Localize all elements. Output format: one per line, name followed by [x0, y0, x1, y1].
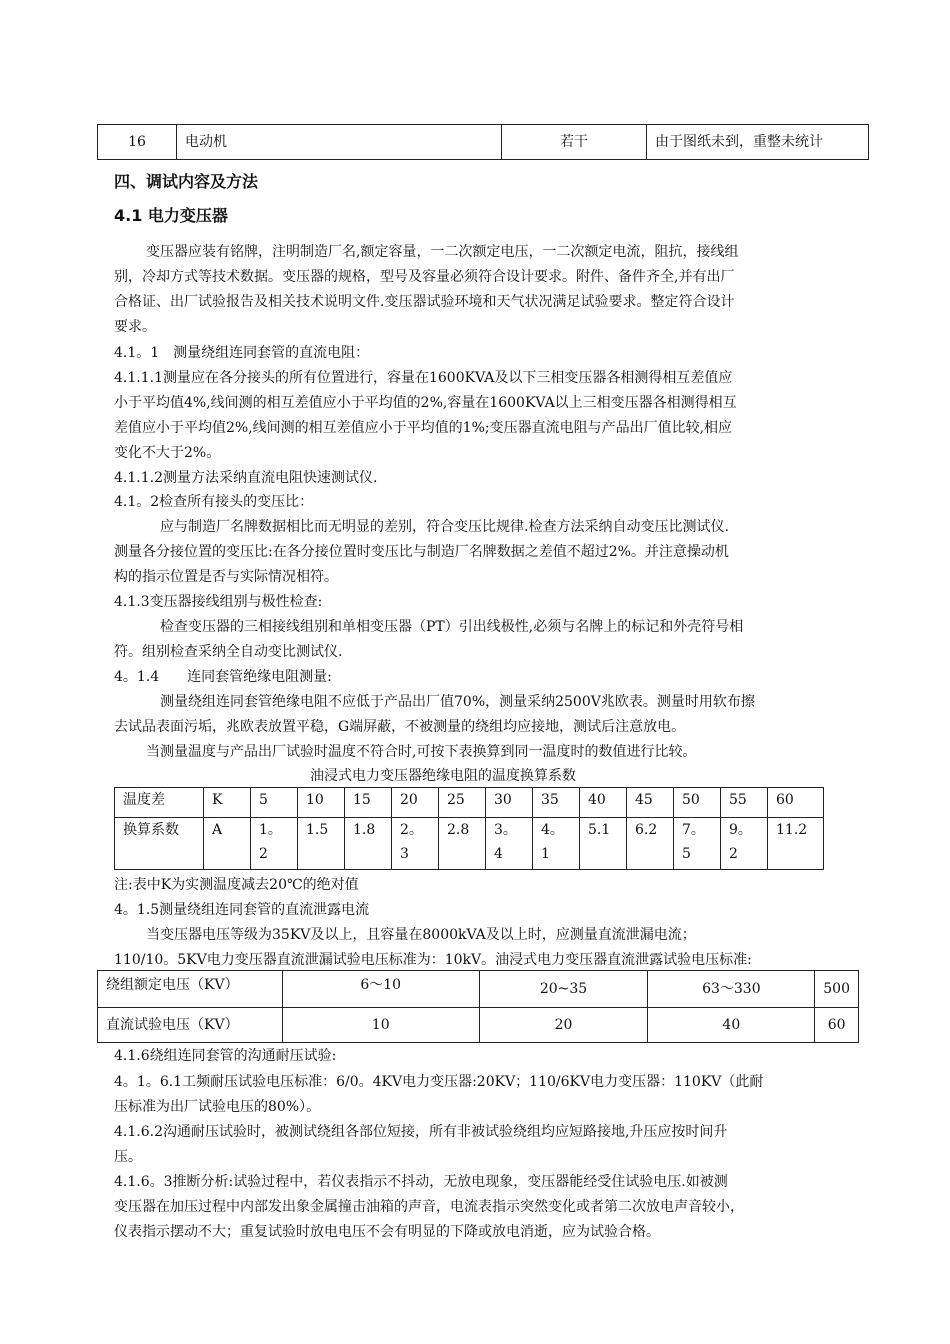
s413-line1: 检查变压器的三相接线组别和单相变压器（PT）引出线极性,必须与名牌上的标记和外壳符号相	[160, 619, 744, 635]
s4111-1-line1: 4.1.1.1测量应在各分接头的所有位置进行，容量在1600KVA及以下三相变压器各相测得相互差值应	[114, 370, 733, 386]
s413-title: 4.1.3变压器接线组别与极性检查:	[114, 594, 323, 610]
table-row	[115, 788, 824, 818]
table-cell: 45	[627, 788, 674, 818]
s4111-2: 4.1.1.2测量方法采纳直流电阻快速测试仪.	[114, 470, 378, 486]
table-cell: 9。 2	[721, 818, 768, 870]
temp-coefficient-table	[114, 787, 824, 870]
s416-3-line1: 4.1.6。3推断分析:试验过程中，若仪表指示不抖动，无放电现象，变压器能经受住试验电压.如被测	[114, 1174, 728, 1190]
table-cell: K	[204, 788, 251, 818]
row-number: 16	[98, 125, 177, 160]
table-cell: 1.5	[298, 818, 345, 870]
table-cell: 35	[533, 788, 580, 818]
s416-2-line2: 压。	[114, 1149, 142, 1165]
s415-line1: 当变压器电压等级为35KV及以上，且容量在8000kVA及以上时，应测量直流泄漏电流；	[146, 927, 696, 943]
table-cell: 60	[768, 788, 824, 818]
dc-voltage-table	[97, 970, 859, 1043]
table-row	[98, 971, 859, 1008]
table-cell: 55	[721, 788, 768, 818]
table-cell: 4。 1	[533, 818, 580, 870]
table-cell: 温度差	[115, 788, 204, 818]
table-cell: 10	[298, 788, 345, 818]
s416-title: 4.1.6绕组连同套管的沟通耐压试验:	[114, 1048, 337, 1064]
table-cell: 60	[815, 1008, 859, 1043]
section-heading: 四、调试内容及方法	[114, 172, 259, 191]
table-cell: 63～330	[648, 971, 815, 1008]
table-cell: 11.2	[768, 818, 824, 870]
table-cell: 1.8	[345, 818, 392, 870]
row-note: 由于图纸未到，重整未统计	[647, 125, 869, 160]
s416-1-line2: 压标准为出厂试验电压的80%）。	[114, 1099, 321, 1115]
table-cell: 10	[282, 1008, 479, 1043]
table-cell: 15	[345, 788, 392, 818]
para1-line2: 别，冷却方式等技术数据。变压器的规格，型号及容量必须符合设计要求。附件、备件齐全,并有出厂	[114, 269, 735, 285]
s414-line2: 去试品表面污垢，兆欧表放置平稳，G端屏蔽，不被测量的绕组均应接地，测试后注意放电。	[114, 719, 686, 735]
table-cell: 25	[439, 788, 486, 818]
table-cell: 40	[648, 1008, 815, 1043]
para1-line4: 要求。	[114, 319, 156, 335]
table-cell: 3。 4	[486, 818, 533, 870]
s414-line1: 测量绕组连同套管绝缘电阻不应低于产品出厂值70%，测量采纳2500V兆欧表。测量时用软布擦	[160, 694, 755, 710]
table-cell: 绕组额定电压（KV）	[98, 971, 283, 1008]
s412-title: 4.1。2检查所有接头的变压比：	[114, 494, 314, 510]
table-cell: 500	[815, 971, 859, 1008]
s4111-title: 4.1。1 测量绕组连同套管的直流电阻：	[114, 345, 370, 361]
s412-line2: 测量各分接位置的变压比:在各分接位置时变压比与制造厂名牌数据之差值不超过2%。并注意操动机	[114, 544, 729, 560]
table-note: 注:表中K为实测温度减去20℃的绝对值	[114, 877, 359, 893]
s414-title: 4。1.4 连同套管绝缘电阻测量:	[114, 669, 332, 685]
s416-3-line3: 仪表指示摆动不大；重复试验时放电电压不会有明显的下降或放电消逝，应为试验合格。	[114, 1224, 660, 1240]
table-row	[115, 818, 824, 870]
para1-line1: 变压器应装有铭牌，注明制造厂名,额定容量，一二次额定电压，一二次额定电流，阻抗，接线组	[146, 244, 739, 260]
table-cell: 6.2	[627, 818, 674, 870]
table-cell: 40	[580, 788, 627, 818]
s412-line3: 构的指示位置是否与实际情况相符。	[114, 569, 338, 585]
s4111-1-line4: 变化不大于2%。	[114, 445, 221, 461]
table-row	[98, 1008, 859, 1043]
table-cell: 6～10	[282, 971, 479, 1008]
table-cell: A	[204, 818, 251, 870]
s415-line2: 110/10。5KV电力变压器直流泄漏试验电压标准为：10kV。油浸式电力变压器直流泄露试验电压标准:	[114, 952, 752, 968]
s416-2-line1: 4.1.6.2沟通耐压试验时，被测试绕组各部位短接，所有非被试验绕组均应短路接地,升压应按时间升	[114, 1124, 728, 1140]
s414-line3: 当测量温度与产品出厂试验时温度不符合时,可按下表换算到同一温度时的数值进行比较。	[146, 744, 697, 760]
table-cell: 直流试验电压（KV）	[98, 1008, 283, 1043]
table-row	[98, 125, 869, 160]
equipment-table	[97, 124, 869, 160]
s416-3-line2: 变压器在加压过程中内部发出象金属撞击油箱的声音，电流表指示突然变化或者第二次放电声音较小，	[114, 1199, 744, 1215]
table-cell: 5	[251, 788, 298, 818]
s4111-1-line3: 差值应小于平均值2%,线间测的相互差值应小于平均值的1%;变压器直流电阻与产品出厂值比较,相应	[114, 420, 733, 436]
s4111-1-line2: 小于平均值4%,线间测的相互差值应小于平均值的2%,容量在1600KVA以上三相变压器各相测得相互	[114, 395, 737, 411]
table-cell: 20~35	[479, 971, 648, 1008]
table-cell: 5.1	[580, 818, 627, 870]
table-cell: 1。 2	[251, 818, 298, 870]
table-cell: 2.8	[439, 818, 486, 870]
temp-table-caption: 油浸式电力变压器绝缘电阻的温度换算系数	[310, 768, 576, 784]
table-cell: 50	[674, 788, 721, 818]
row-name: 电动机	[177, 125, 502, 160]
table-cell: 20	[392, 788, 439, 818]
s416-1-line1: 4。1。6.1工频耐压试验电压标准：6/0。4KV电力变压器:20KV；110/6KV电力变压器：110KV（此耐	[114, 1074, 764, 1090]
table-cell: 换算系数	[115, 818, 204, 870]
table-cell: 20	[479, 1008, 648, 1043]
s412-line1: 应与制造厂名牌数据相比而无明显的差别，符合变压比规律.检查方法采纳自动变压比测试仪.	[160, 519, 729, 535]
row-qty: 若干	[502, 125, 647, 160]
table-cell: 7。 5	[674, 818, 721, 870]
para1-line3: 合格证、出厂试验报告及相关技术说明文件.变压器试验环境和天气状况满足试验要求。整定符合设计	[114, 294, 735, 310]
s415-title: 4。1.5测量绕组连同套管的直流泄露电流	[114, 902, 370, 918]
table-cell: 2。 3	[392, 818, 439, 870]
table-cell: 30	[486, 788, 533, 818]
s413-line2: 符。组别检查采纳全自动变比测试仪.	[114, 644, 343, 660]
sub-heading: 4.1 电力变压器	[114, 206, 228, 225]
